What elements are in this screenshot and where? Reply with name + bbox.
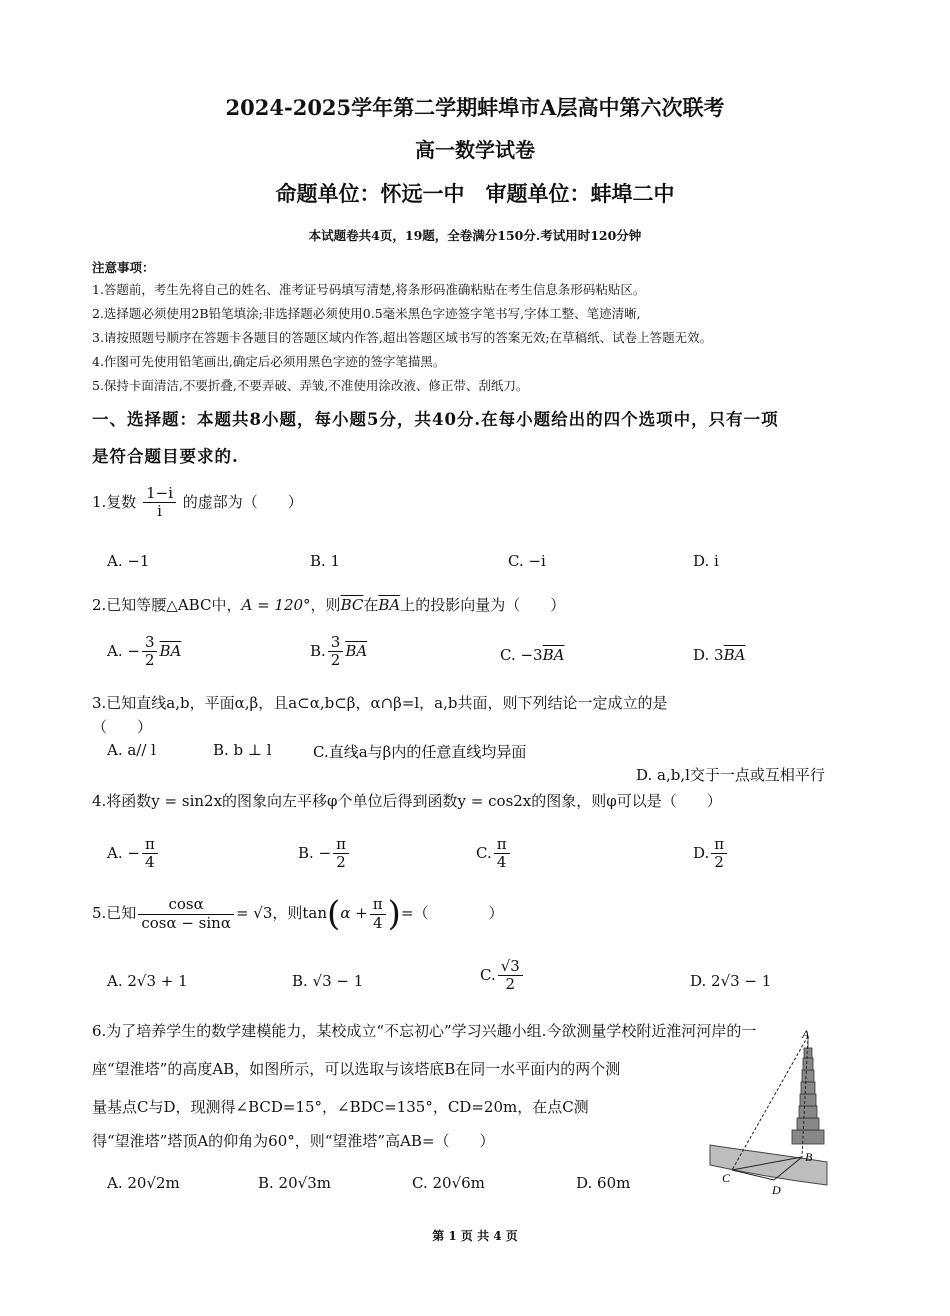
q4-option-c — [476, 836, 512, 872]
q4-option-a-label: A. − — [107, 843, 140, 862]
q4-option-a — [107, 836, 160, 872]
question-2 — [92, 594, 565, 615]
q2-option-d-vec: $\overline{BA}$ — [723, 646, 746, 664]
q4-option-b-label: B. − — [298, 843, 332, 862]
q4-option-b-den: 2 — [336, 853, 346, 872]
q2-option-c — [500, 646, 564, 664]
q3-option-c: C.直线a与β内的任意直线均异面 — [313, 743, 527, 761]
exam-info: 本试题卷共4页，19题，全卷满分150分.考试用时120分钟 — [308, 228, 642, 243]
q2-vector-bc: $\overline{BC}$ — [340, 596, 364, 614]
q6-option-d: D. 60m — [576, 1174, 631, 1192]
q1-option-c: C. −i — [508, 552, 546, 570]
q4-option-c-label: C. — [476, 843, 492, 862]
q5-option-b: B. √3 − 1 — [292, 972, 364, 990]
q1-option-d: D. i — [693, 552, 719, 570]
q1-fraction — [143, 485, 176, 521]
section-heading-line2: 是符合题目要求的. — [92, 447, 239, 466]
q5-left-paren: ( — [327, 894, 341, 934]
notice-item: 5.保持卡面清洁,不要折叠,不要弄破、弄皱,不准使用涂改液、修正带、刮纸刀。 — [92, 378, 529, 393]
q1-option-b: B. 1 — [310, 552, 341, 570]
notice-item: 4.作图可先使用铅笔画出,确定后必须用黑色字迹的签字笔描黑。 — [92, 354, 446, 369]
q5-inner-num: π — [370, 896, 386, 914]
q6-option-c: C. 20√6m — [412, 1174, 485, 1192]
q2-option-a-den: 2 — [144, 651, 155, 670]
q5-eq: = √3，则tan — [235, 904, 328, 922]
q6-option-b: B. 20√3m — [258, 1174, 331, 1192]
fig-label-b: B — [805, 1150, 813, 1164]
q1-denominator: i — [157, 502, 162, 521]
q2-option-b-den: 2 — [330, 651, 341, 670]
notice-heading: 注意事项： — [92, 260, 155, 275]
q5-option-c-num: √3 — [498, 958, 523, 976]
q1-option-a: A. −1 — [107, 552, 150, 570]
q2-option-a-label: A. − — [107, 641, 140, 660]
q4-option-d — [693, 836, 729, 872]
q2-suffix: 上的投影向量为（ ） — [400, 596, 566, 614]
q5-option-c-label: C. — [480, 965, 496, 984]
q5-option-c — [480, 958, 525, 994]
question-6-line4: 得“望淮塔”塔顶A的仰角为60°，则“望淮塔”高AB=（ ） — [92, 1132, 495, 1150]
question-1 — [92, 485, 303, 521]
q2-option-c-label: C. −3 — [500, 646, 543, 664]
q4-option-b-num: π — [333, 836, 349, 854]
fig-label-a: A — [802, 1030, 810, 1041]
notice-item: 1.答题前，考生先将自己的姓名、准考证号码填写清楚,将条形码准确粘贴在考生信息条形码粘贴区。 — [92, 282, 646, 297]
exam-title: 2024-2025学年第二学期蚌埠市A层高中第六次联考 — [225, 95, 725, 120]
question-6-line1: 6.为了培养学生的数学建模能力，某校成立“不忘初心”学习兴趣小组.今欲测量学校附近淮河河岸的一 — [92, 1022, 757, 1040]
q3-paren: （ ） — [92, 718, 153, 736]
q5-prefix: 5.已知 — [92, 904, 137, 922]
q2-prefix: 2.已知等腰△ABC中， — [92, 596, 242, 614]
q3-option-b: B. b ⊥ l — [213, 741, 272, 759]
q4-option-b — [298, 836, 351, 872]
fig-label-d: D — [772, 1183, 781, 1197]
q2-condition: A = 120° — [241, 596, 311, 614]
q2-vector-ba: $\overline{BA}$ — [378, 596, 401, 614]
q2-option-b-num: 3 — [328, 634, 344, 652]
q5-suffix: =（ ） — [400, 904, 504, 922]
q4-option-d-den: 2 — [714, 853, 724, 872]
q5-option-c-den: 2 — [505, 975, 516, 994]
q5-option-d: D. 2√3 − 1 — [690, 972, 772, 990]
q4-option-a-num: π — [142, 836, 158, 854]
q1-prefix: 1.复数 — [92, 492, 137, 511]
q2-option-d — [693, 646, 745, 664]
notice-item: 2.选择题必须使用2B铅笔填涂;非选择题必须使用0.5毫米黑色字迹签字笔书写,字体工整、笔迹清晰, — [92, 306, 641, 321]
question-5 — [92, 894, 503, 934]
tower-figure — [702, 1030, 832, 1205]
q4-option-c-den: 4 — [496, 853, 507, 872]
q5-inner-den: 4 — [372, 913, 383, 932]
q3-option-d: D. a,b,l交于一点或互相平行 — [636, 766, 825, 784]
question-4: 4.将函数y = sin2x的图象向左平移φ个单位后得到函数y = cos2x的图象，则φ可以是（ ） — [92, 792, 722, 810]
q4-option-c-num: π — [494, 836, 510, 854]
q5-inner-a: α + — [340, 904, 368, 922]
q5-numerator: cosα — [138, 896, 234, 914]
q2-mid2: 在 — [363, 596, 379, 614]
q2-option-a — [107, 634, 181, 670]
q2-option-d-label: D. 3 — [693, 646, 724, 664]
q2-option-b-vec: $\overline{BA}$ — [345, 641, 368, 660]
q1-suffix: 的虚部为（ ） — [182, 492, 303, 511]
q2-option-b-label: B. — [310, 641, 326, 660]
fig-label-c: C — [722, 1171, 731, 1185]
q4-option-d-label: D. — [693, 843, 710, 862]
section-heading-line1: 一、选择题：本题共8小题，每小题5分，共40分.在每小题给出的四个选项中，只有一项 — [92, 410, 779, 429]
q5-denominator: cosα − sinα — [141, 913, 231, 932]
q2-option-b — [310, 634, 367, 670]
q6-option-a: A. 20√2m — [107, 1174, 180, 1192]
q2-option-a-vec: $\overline{BA}$ — [159, 641, 182, 660]
q2-mid1: ，则 — [310, 596, 341, 614]
page-footer: 第 1 页 共 4 页 — [432, 1229, 518, 1243]
q2-option-c-vec: $\overline{BA}$ — [542, 646, 565, 664]
exam-subtitle: 高一数学试卷 — [415, 138, 535, 162]
question-6-line2: 座“望淮塔”的高度AB，如图所示，可以选取与该塔底B在同一水平面内的两个测 — [92, 1060, 621, 1078]
q5-option-a: A. 2√3 + 1 — [107, 972, 188, 990]
exam-units: 命题单位：怀远一中 审题单位：蚌埠二中 — [275, 181, 675, 206]
q5-right-paren: ) — [387, 894, 401, 934]
q1-numerator: 1−i — [143, 485, 176, 503]
question-6-line3: 量基点C与D，现测得∠BCD=15°，∠BDC=135°，CD=20m，在点C测 — [92, 1098, 589, 1116]
q4-option-a-den: 4 — [145, 853, 155, 872]
pagoda-tower — [792, 1036, 824, 1144]
notice-item: 3.请按照题号顺序在答题卡各题目的答题区域内作答,超出答题区域书写的答案无效;在草稿纸、试卷上答题无效。 — [92, 330, 713, 345]
question-3: 3.已知直线a,b，平面α,β，且a⊂α,b⊂β，α∩β=l，a,b共面，则下列结论一定成立的是 — [92, 694, 668, 712]
q3-option-a: A. a// l — [107, 741, 156, 759]
q4-option-d-num: π — [711, 836, 727, 854]
q2-option-a-num: 3 — [142, 634, 158, 652]
